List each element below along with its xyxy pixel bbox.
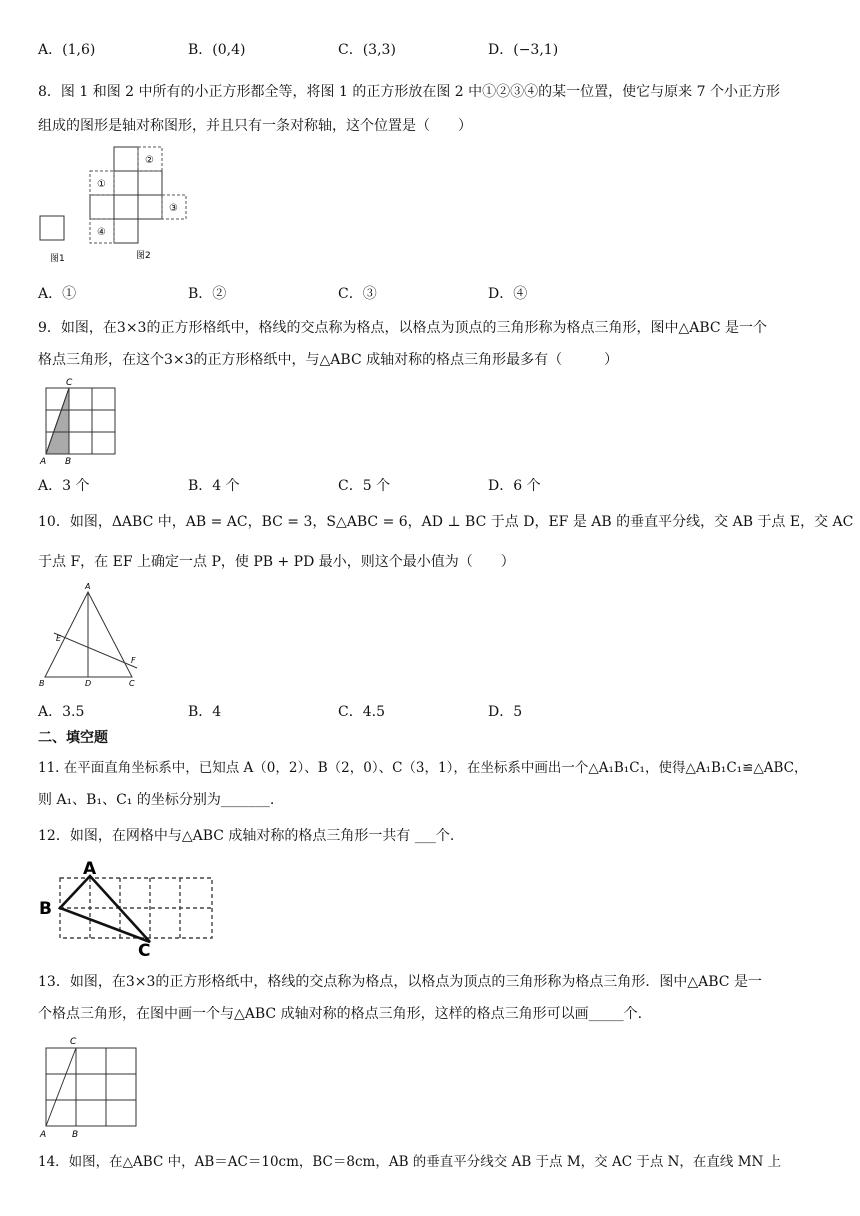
label-d: D — [85, 679, 92, 688]
q14-text-line1: 14．如图，在△ABC 中，AB＝AC＝10cm，BC＝8cm，AB 的垂直平分线交 AB 于点 M，交 AC 于点 N，在直线 MN 上 — [38, 1154, 782, 1170]
section-title: 二、填空题 — [38, 730, 108, 746]
label-b: B — [65, 457, 72, 466]
q13-text-line2: 个格点三角形，在图中画一个与△ABC 成轴对称的格点三角形，这样的格点三角形可以画_____个. — [38, 1006, 643, 1022]
q9-option-d: D．6 个 — [488, 478, 541, 494]
q10-text-line1: 10．如图，ΔABC 中，AB = AC，BC = 3，S△ABC = 6，AD ⊥ BC 于点 D，EF 是 AB 的垂直平分线，交 AB 于点 E，交 AC — [38, 514, 854, 530]
q7-option-b: B．(0,4) — [188, 42, 246, 58]
q10-option-b: B．4 — [188, 704, 222, 720]
q8-figure — [36, 142, 206, 267]
dashed-grid — [60, 878, 212, 938]
label-c: C — [66, 378, 73, 388]
triangle-abc — [46, 1048, 76, 1126]
fig2-caption: 图2 — [136, 251, 151, 261]
mark-4: ④ — [97, 227, 106, 238]
q7-option-c: C．(3,3) — [338, 42, 396, 58]
q13-figure — [36, 1034, 146, 1142]
label-b: B — [72, 1130, 79, 1140]
q9-figure — [36, 376, 126, 466]
q11-text-line2: 则 A₁、B₁、C₁ 的坐标分别为_______. — [38, 792, 275, 808]
q9-option-a: A．3 个 — [38, 478, 90, 494]
label-e: E — [56, 634, 62, 643]
grid-3x3 — [46, 1048, 136, 1126]
q9-option-b: B．4 个 — [188, 478, 240, 494]
q11-text-line1: 11. 在平面直角坐标系中，已知点 A（0，2）、B（2，0）、C（3，1），在坐标系中画出一个△A₁B₁C₁，使得△A₁B₁C₁≌△ABC， — [38, 760, 808, 776]
q12-figure — [36, 858, 221, 958]
label-a: A — [40, 1130, 47, 1140]
q10-option-c: C．4.5 — [338, 704, 385, 720]
triangle-abc — [60, 876, 150, 942]
q8-option-b: B．② — [188, 286, 227, 302]
label-f: F — [131, 656, 136, 665]
q8-option-c: C．③ — [338, 286, 377, 302]
label-c: C — [129, 679, 135, 688]
q10-text-line2: 于点 F，在 EF 上确定一点 P，使 PB + PD 最小，则这个最小值为（ ） — [38, 554, 515, 570]
label-b: B — [39, 899, 52, 919]
fig1-square — [40, 216, 64, 240]
q9-option-c: C．5 个 — [338, 478, 391, 494]
mark-3: ③ — [169, 203, 178, 214]
label-c: C — [70, 1037, 77, 1047]
q10-option-a: A．3.5 — [38, 704, 85, 720]
q9-text-line1: 9．如图，在3×3的正方形格纸中，格线的交点称为格点，以格点为顶点的三角形称为格点三角形，图中△ABC 是一个 — [38, 320, 768, 336]
label-c: C — [138, 941, 151, 958]
q10-option-d: D．5 — [488, 704, 523, 720]
mark-2: ② — [145, 155, 154, 166]
q10-figure — [36, 580, 156, 692]
label-a: A — [85, 582, 91, 591]
q8-text-line2: 组成的图形是轴对称图形，并且只有一条对称轴，这个位置是（ ） — [38, 118, 472, 134]
fig1-caption: 图1 — [50, 254, 65, 264]
label-b: B — [39, 679, 45, 688]
q9-text-line2: 格点三角形，在这个3×3的正方形格纸中，与△ABC 成轴对称的格点三角形最多有（ ） — [38, 352, 619, 368]
mark-1: ① — [97, 179, 106, 190]
q7-option-a: A．(1,6) — [38, 42, 96, 58]
q8-option-a: A．① — [38, 286, 77, 302]
q13-text-line1: 13．如图，在3×3的正方形格纸中，格线的交点称为格点，以格点为顶点的三角形称为格点三角形．图中△ABC 是一 — [38, 974, 762, 990]
q12-text-line1: 12．如图，在网格中与△ABC 成轴对称的格点三角形一共有 ___个. — [38, 828, 455, 844]
label-a: A — [40, 457, 47, 466]
q8-text-line1: 8．图 1 和图 2 中所有的小正方形都全等，将图 1 的正方形放在图 2 中①②③④的某一位置，使它与原来 7 个小正方形 — [38, 84, 780, 100]
q7-option-d: D．(−3,1) — [488, 42, 559, 58]
label-a: A — [83, 859, 97, 879]
q8-option-d: D．④ — [488, 286, 528, 302]
